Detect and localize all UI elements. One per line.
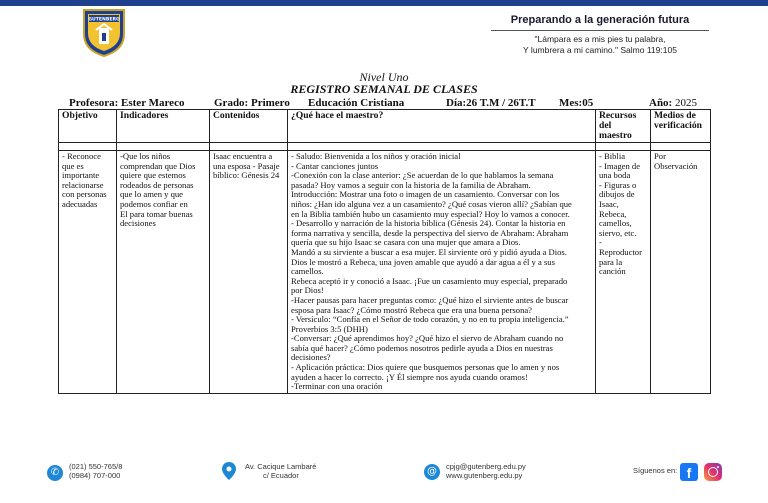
cell-line: - Cantar canciones juntos xyxy=(291,160,379,171)
cell-line: por Dios! xyxy=(291,285,324,296)
cell-line: rodeados de personas xyxy=(120,179,194,190)
instagram-icon[interactable] xyxy=(704,463,722,481)
cell-line: Proverbios 3:5 (DHH) xyxy=(291,323,368,334)
cell-objetivo xyxy=(59,151,117,394)
cell-line: comprendan que Dios xyxy=(120,160,196,171)
footer-web[interactable]: www.gutenberg.edu.py xyxy=(446,471,523,480)
cell-line: sabía qué hacer? ¿Cómo podemos nosotros pedirle ayuda a Dios en nuestras xyxy=(291,342,553,353)
anio-label: Año: xyxy=(649,97,673,109)
cell-line: - xyxy=(599,237,602,248)
cell-line: - Saludo: Bienvenida a los niños y oración inicial xyxy=(291,151,461,161)
cell-line: que es xyxy=(62,160,84,171)
cell-line: para la xyxy=(599,256,623,267)
cell-line: quería que su hijo Isaac se casara con una mujer que amara a Dios. xyxy=(291,237,521,248)
footer-address2: c/ Ecuador xyxy=(263,471,299,480)
mes-label: Mes:05 xyxy=(559,97,594,109)
cell-line: niños: ¿Han ido alguna vez a un casamiento? ¿Qué cosas vieron allí? ¿Sabían que xyxy=(291,198,572,209)
cell-line: - Biblia xyxy=(599,151,626,161)
footer-phone2: (0984) 707-000 xyxy=(69,471,121,480)
cell-line: decisiones? xyxy=(291,352,331,363)
lesson-table xyxy=(58,109,711,394)
header-objetivo: Objetivo xyxy=(59,110,117,143)
cell-line: Reproductor xyxy=(599,246,642,257)
header-contenidos: Contenidos xyxy=(210,110,288,143)
footer-email[interactable]: cpjg@gutenberg.edu.py xyxy=(446,462,526,471)
cell-line: - Versículo: “Confía en el Señor de todo corazón, y no en tu propia inteligencia.” xyxy=(291,314,569,325)
cell-line: Isaac encuentra a xyxy=(213,151,273,161)
facebook-icon[interactable]: f xyxy=(680,463,698,481)
cell-line: importante xyxy=(62,170,100,181)
cell-line: dibujos de xyxy=(599,189,635,200)
cell-line: El para tomar buenas xyxy=(120,208,193,219)
cell-line: -Hacer pausas para hacer preguntas como: ¿Qué hizo el sirviente antes de buscar xyxy=(291,294,569,305)
cell-line: Rebeca, xyxy=(599,208,627,219)
header-motto xyxy=(480,14,720,56)
cell-line: camellos, xyxy=(599,218,632,229)
cell-line: -Conexión con la clase anterior: ¿Se acuerdan de lo que hablamos la semana xyxy=(291,170,554,181)
cell-line: camellos. xyxy=(291,266,324,277)
cell-line: con personas xyxy=(62,189,107,200)
whatsapp-phone-icon: ✆ xyxy=(47,465,63,481)
cell-line: una boda xyxy=(599,170,631,181)
cell-line: Mandó a su sirviente a buscar a esa mujer. El sirviente oró y pidió ayuda a Dios. xyxy=(291,246,567,257)
table-header-row xyxy=(59,110,711,143)
header-recursos: Recursos del maestro xyxy=(596,110,651,143)
header-divider xyxy=(491,30,709,31)
cell-contenidos xyxy=(210,151,288,394)
cell-line: una esposa - Pasaje xyxy=(213,160,280,171)
header-que-hace: ¿Qué hace el maestro? xyxy=(288,110,596,143)
cell-line: - Aplicación práctica: Dios quiere que busquemos personas que lo amen y nos xyxy=(291,362,560,373)
cell-line: Isaac, xyxy=(599,198,619,209)
cell-line: pasada? Hoy vamos a seguir con la historia de la familia de Abraham. xyxy=(291,179,531,190)
cell-line: en la Biblia también hubo un casamiento muy especial? Hoy lo vamos a conocer. xyxy=(291,208,570,219)
footer-contact xyxy=(446,462,526,480)
cell-line: decisiones xyxy=(120,218,156,229)
footer-phone1: (021) 550-765/8 xyxy=(69,462,123,471)
cell-line: Por xyxy=(654,151,666,161)
registro-title: REGISTRO SEMANAL DE CLASES xyxy=(290,82,478,96)
cell-indicadores xyxy=(117,151,210,394)
anio-field xyxy=(649,97,697,109)
cell-line: podemos confiar en xyxy=(120,198,188,209)
cell-line: Introducción: Mostrar una foto o imagen de un casamiento. Conversar con los xyxy=(291,189,560,200)
cell-line: Rebeca aceptó ir y conoció a Isaac. ¡Fue un casamiento muy especial, preparado xyxy=(291,275,568,286)
anio-value: 2025 xyxy=(674,97,697,109)
cell-line: canción xyxy=(599,266,626,277)
cell-que-hace xyxy=(288,151,596,394)
spacer-row xyxy=(59,143,711,151)
dia-label: Día:26 T.M / 26T.T xyxy=(446,97,536,109)
nivel-title: Nivel Uno xyxy=(359,70,409,84)
header-title: Preparando a la generación futura xyxy=(510,14,690,26)
cell-line: esposa para Isaac? ¿Cómo mostró Rebeca que era una buena persona? xyxy=(291,304,532,315)
cell-line: adecuadas xyxy=(62,198,98,209)
cell-line: -Que los niños xyxy=(120,151,171,161)
cell-line: ayuden a hacer lo correcto. ¡Y Él siempre nos ayuda cuando oramos! xyxy=(291,371,528,382)
grado-label: Grado: Primero xyxy=(214,97,290,109)
cell-line: quiere que estemos xyxy=(120,170,186,181)
cell-medios xyxy=(651,151,711,394)
header-quote-line1: "Lámpara es a mis pies tu palabra, xyxy=(534,34,666,44)
cell-line: -Conversar: ¿Qué aprendimos hoy? ¿Qué hizo el siervo de Abraham cuando no xyxy=(291,333,564,344)
cell-line: siervo, etc. xyxy=(599,227,637,238)
cell-line: - Reconoce xyxy=(62,151,101,161)
cell-line: que lo amen y que xyxy=(120,189,184,200)
header-quote-line2: Y lumbrera a mi camino." Salmo 119:105 xyxy=(523,45,677,55)
header-medios: Medios de verificación xyxy=(651,110,711,143)
cell-recursos xyxy=(596,151,651,394)
cell-line: - Imagen de xyxy=(599,160,641,171)
cell-line: - Desarrollo y narración de la historia bíblica (Génesis 24). Contar la historia en xyxy=(291,218,566,229)
cell-line: bíblico: Génesis 24 xyxy=(213,170,280,181)
cell-line: relacionarse xyxy=(62,179,104,190)
cell-line: Observación xyxy=(654,160,698,171)
cell-line: -Terminar con una oración xyxy=(291,381,383,392)
email-at-icon: @ xyxy=(424,464,440,480)
cell-line: - Figuras o xyxy=(599,179,637,190)
social-label: Síguenos en: xyxy=(633,466,678,475)
cell-line: Dios le mostró a Rebeca, una joven amable que ayudó a dar agua a él y a sus xyxy=(291,256,555,267)
table-body-row xyxy=(59,151,711,394)
cell-line: forma narrativa y sencilla, desde la perspectiva del siervo de Abraham: Abraham xyxy=(291,227,569,238)
profesora-label: Profesora: Ester Mareco xyxy=(69,97,185,109)
school-logo-icon xyxy=(78,6,130,58)
footer-address xyxy=(245,462,316,480)
location-pin-icon xyxy=(222,462,236,480)
footer-phones xyxy=(69,462,122,480)
logo-text: GUTENBERG xyxy=(88,17,120,23)
materia-label: Educación Cristiana xyxy=(308,97,405,109)
header-indicadores: Indicadores xyxy=(117,110,210,143)
footer-address1: Av. Cacique Lambaré xyxy=(245,462,317,471)
